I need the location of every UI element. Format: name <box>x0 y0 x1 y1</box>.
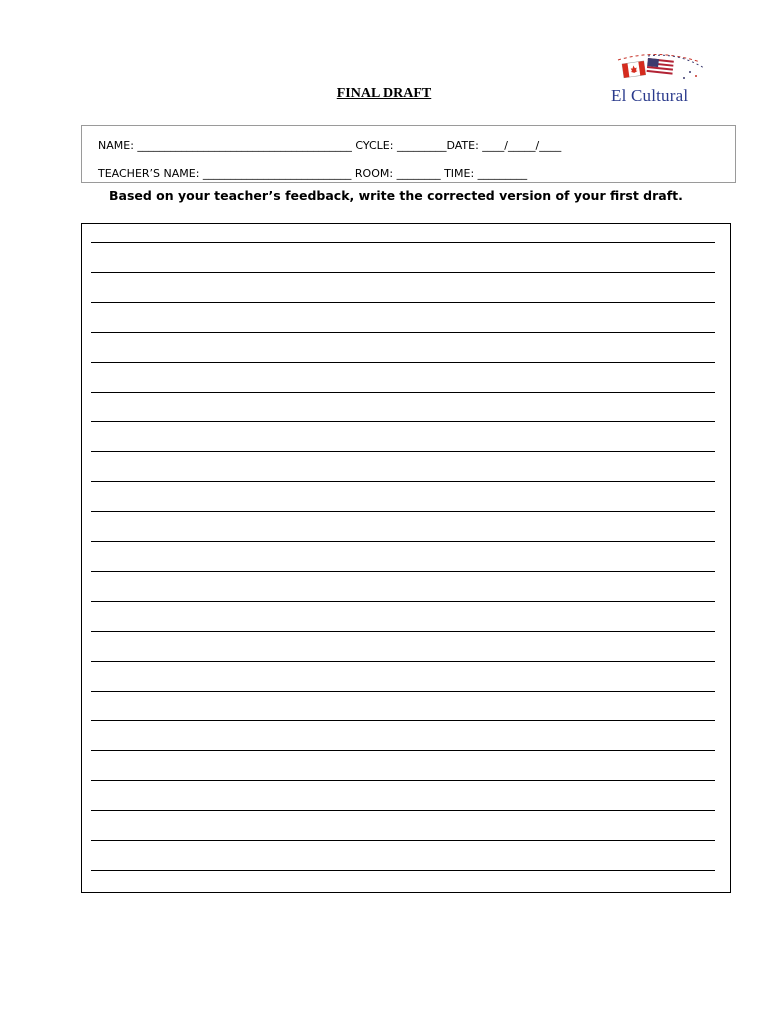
student-info-box <box>81 125 736 183</box>
writing-line <box>91 691 715 692</box>
writing-line <box>91 631 715 632</box>
writing-line <box>91 750 715 751</box>
writing-line <box>91 332 715 333</box>
writing-line <box>91 511 715 512</box>
writing-line <box>91 541 715 542</box>
instruction-text: Based on your teacher’s feedback, write the corrected version of your first draft. <box>109 188 683 203</box>
writing-line <box>91 780 715 781</box>
writing-line <box>91 392 715 393</box>
writing-line <box>91 601 715 602</box>
writing-line <box>91 302 715 303</box>
writing-line <box>91 451 715 452</box>
writing-line <box>91 272 715 273</box>
writing-line <box>91 242 715 243</box>
writing-line <box>91 661 715 662</box>
logo <box>608 52 708 108</box>
writing-line <box>91 720 715 721</box>
writing-line <box>91 870 715 871</box>
writing-line <box>91 810 715 811</box>
page-title: FINAL DRAFT <box>336 86 432 101</box>
teacher-room-time-line: TEACHER’S NAME: ___________________________ ROOM: ________ TIME: _________ <box>98 167 528 180</box>
name-cycle-date-line: NAME: _______________________________________ CYCLE: _________DATE: ____/_____/____ <box>98 139 562 152</box>
writing-line <box>91 571 715 572</box>
writing-line <box>91 362 715 363</box>
writing-line <box>91 481 715 482</box>
writing-area <box>81 223 731 893</box>
writing-line <box>91 421 715 422</box>
logo-text: El Cultural <box>611 86 689 105</box>
writing-line <box>91 840 715 841</box>
